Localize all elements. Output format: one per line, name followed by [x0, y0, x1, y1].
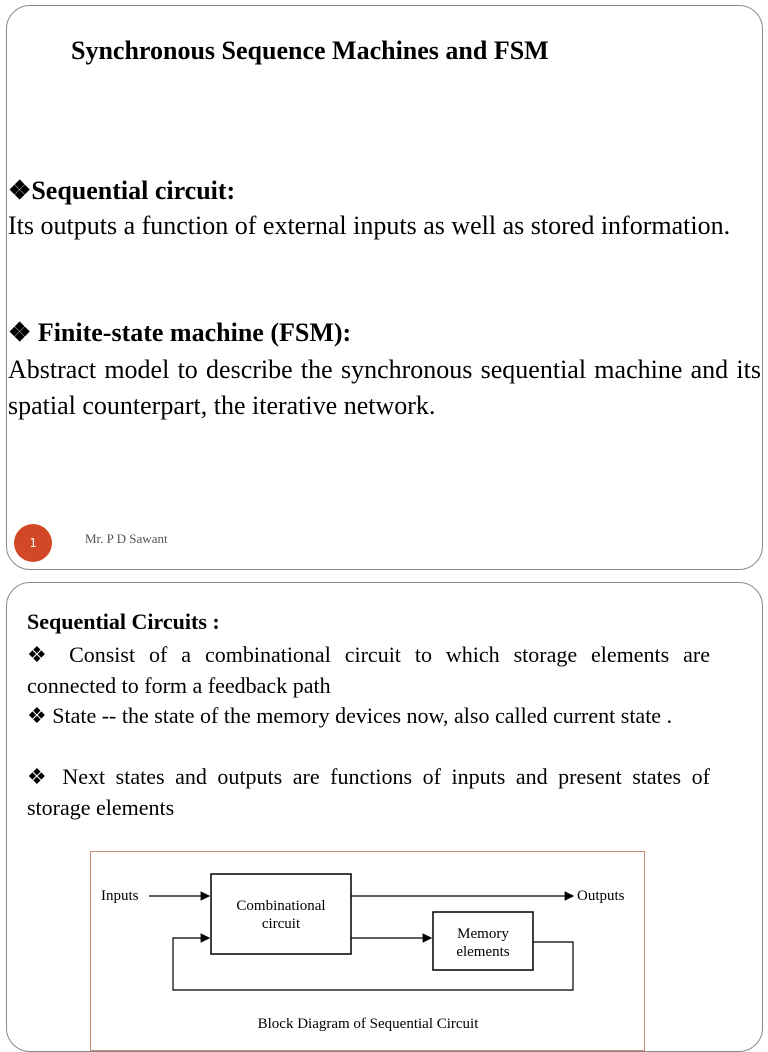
author-footer: Mr. P D Sawant — [85, 531, 168, 546]
heading-text: Sequential circuit: — [31, 176, 236, 205]
fsm-body: Abstract model to describe the synchronous sequential machine and its spatial counterpart, the iterative network. — [8, 355, 761, 420]
block-diagram-svg — [91, 852, 646, 1052]
heading-text: Finite-state machine (FSM): — [31, 318, 352, 347]
slide-2 — [6, 582, 763, 1052]
outputs-label: Outputs — [577, 888, 625, 904]
bullet-item: ❖ State -- the state of the memory devices now, also called current state . — [27, 703, 673, 728]
memory-label-line2: elements — [456, 944, 510, 960]
combinational-label-line1: Combinational — [236, 898, 326, 914]
bullet-item: ❖ Consist of a combinational circuit to which storage elements are connected to form a feedback path — [27, 642, 710, 698]
diamond-bullet-icon: ❖ — [8, 318, 32, 347]
block-diagram — [90, 851, 645, 1051]
slide-1 — [6, 5, 763, 570]
sequential-circuit-body: Its outputs a function of external inputs as well as stored information. — [8, 211, 731, 240]
diamond-bullet-icon: ❖ — [8, 176, 32, 205]
combinational-circuit-box — [211, 874, 351, 954]
memory-label-line1: Memory — [457, 926, 509, 942]
slide-number-badge: 1 — [14, 524, 52, 562]
inputs-label: Inputs — [101, 888, 139, 904]
sequential-circuit-heading — [8, 176, 235, 206]
combinational-label-line2: circuit — [261, 916, 301, 932]
fsm-heading — [8, 318, 351, 348]
diagram-caption: Block Diagram of Sequential Circuit — [257, 1016, 479, 1032]
bullet-item: ❖ Next states and outputs are functions of inputs and present states of storage elements — [27, 764, 710, 820]
slide-title: Synchronous Sequence Machines and FSM — [71, 36, 549, 65]
sequential-circuits-heading: Sequential Circuits : — [27, 609, 220, 634]
